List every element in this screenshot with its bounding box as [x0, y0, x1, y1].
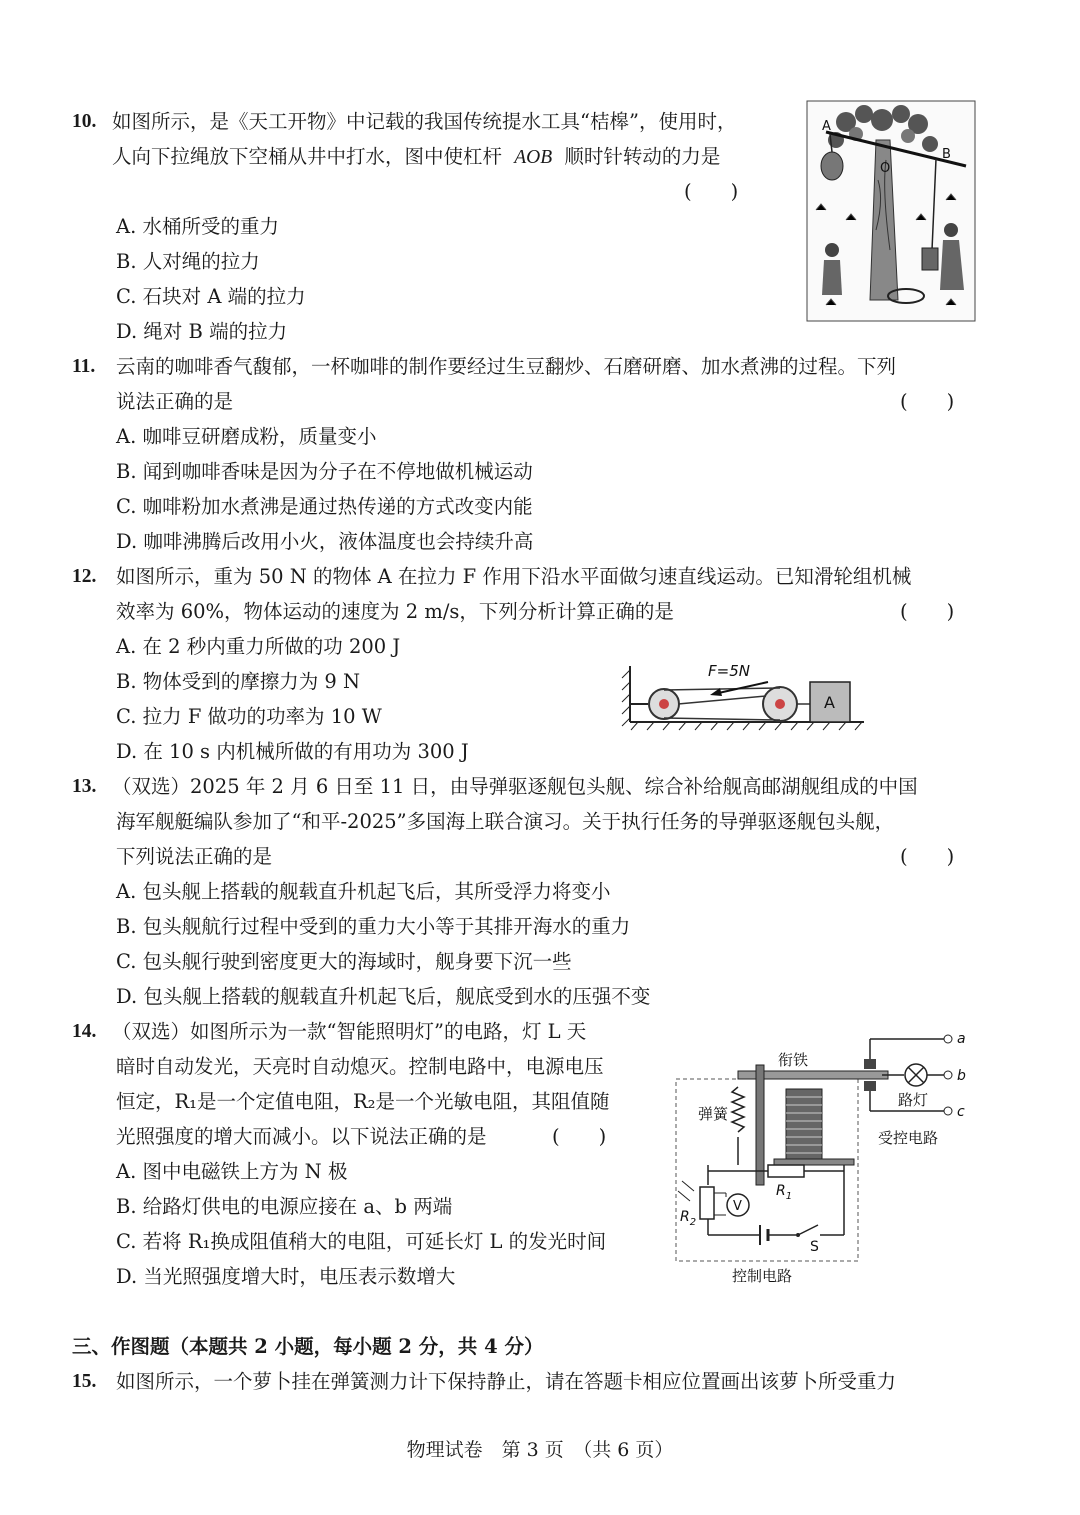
q14-option-c: C. 若将 R₁换成阻值稍大的电阻，可延长灯 L 的发光时间 [116, 1230, 607, 1253]
q11-line2: 说法正确的是 [116, 390, 234, 413]
q12-number: 12. [72, 566, 97, 587]
q12-line2: 效率为 60%，物体运动的速度为 2 m/s，下列分析计算正确的是 [116, 600, 674, 623]
fig-label-a: A [822, 119, 831, 134]
q13-number: 13. [72, 776, 97, 797]
terminal-c: c [957, 1104, 965, 1120]
q11-option-b: B. 闻到咖啡香味是因为分子在不停地做机械运动 [116, 460, 533, 483]
q13-line1: （双选）2025 年 2 月 6 日至 11 日，由导弹驱逐舰包头舰、综合补给舰高邮湖舰组成的中国 [112, 775, 918, 798]
q13-option-a: A. 包头舰上搭载的舰载直升机起飞后，其所受浮力将变小 [116, 880, 611, 903]
lamp-label: 路灯 [898, 1091, 929, 1109]
q10-line2: 人向下拉绳放下空桶从井中打水，图中使杠杆 AOB 顺时针转动的力是 [112, 145, 721, 168]
fig-label-o: O [880, 161, 891, 176]
page-footer: 物理试卷 第 3 页 （共 6 页） [406, 1439, 674, 1461]
block-label: A [824, 693, 835, 712]
q14-option-a: A. 图中电磁铁上方为 N 极 [116, 1160, 348, 1183]
q13-line2: 海军舰艇编队参加了“和平-2025”多国海上联合演习。关于执行任务的导弹驱逐舰包头舰， [116, 810, 895, 833]
armature-label: 衔铁 [778, 1051, 809, 1069]
q14-answer-paren: ( ) [552, 1125, 607, 1148]
q11-option-c: C. 咖啡粉加水煮沸是通过热传递的方式改变内能 [116, 495, 533, 518]
force-label: F=5N [708, 662, 750, 680]
q14-line4: 光照强度的增大而减小。以下说法正确的是 [116, 1125, 487, 1148]
q15-number: 15. [72, 1371, 97, 1392]
q15-line1: 如图所示，一个萝卜挂在弹簧测力计下保持静止，请在答题卡相应位置画出该萝卜所受重力 [116, 1370, 897, 1393]
q10-option-a: A. 水桶所受的重力 [116, 215, 279, 238]
q12-answer-paren: ( ) [900, 600, 955, 623]
controlled-circuit-label: 受控电路 [878, 1129, 939, 1147]
q11-number: 11. [72, 356, 96, 377]
terminal-b: b [957, 1068, 966, 1084]
q10-option-b: B. 人对绳的拉力 [116, 250, 260, 273]
spring-label: 弹簧 [698, 1105, 729, 1123]
fig-label-b: B [942, 147, 951, 162]
q11-option-d: D. 咖啡沸腾后改用小火，液体温度也会持续升高 [116, 530, 534, 553]
q13-option-c: C. 包头舰行驶到密度更大的海域时，舰身要下沉一些 [116, 950, 572, 973]
q10-option-c: C. 石块对 A 端的拉力 [116, 285, 306, 308]
control-circuit-label: 控制电路 [732, 1267, 793, 1285]
q11-answer-paren: ( ) [900, 390, 955, 413]
q14-option-d: D. 当光照强度增大时，电压表示数增大 [116, 1265, 456, 1288]
q14-line3: 恒定，R₁是一个定值电阻，R₂是一个光敏电阻，其阻值随 [116, 1090, 610, 1113]
q11-line1: 云南的咖啡香气馥郁，一杯咖啡的制作要经过生豆翻炒、石磨研磨、加水煮沸的过程。下列 [116, 355, 897, 378]
shadoof-illustration [806, 100, 976, 322]
q12-option-c: C. 拉力 F 做功的功率为 10 W [116, 705, 382, 728]
q14-line2: 暗时自动发光，天亮时自动熄灭。控制电路中，电源电压 [116, 1055, 604, 1078]
q11-option-a: A. 咖啡豆研磨成粉，质量变小 [116, 425, 377, 448]
q14-line1: （双选）如图所示为一款“智能照明灯”的电路，灯 L 天 [112, 1020, 587, 1043]
q10-answer-paren: ( ) [684, 180, 739, 203]
q12-option-d: D. 在 10 s 内机械所做的有用功为 300 J [116, 740, 469, 763]
voltmeter-label: V [733, 1199, 742, 1214]
q13-option-d: D. 包头舰上搭载的舰载直升机起飞后，舰底受到水的压强不变 [116, 985, 651, 1008]
q14-option-b: B. 给路灯供电的电源应接在 a、b 两端 [116, 1195, 453, 1218]
q13-line3: 下列说法正确的是 [116, 845, 273, 868]
q14-number: 14. [72, 1021, 97, 1042]
q10-line1: 如图所示，是《天工开物》中记载的我国传统提水工具“桔槔”，使用时， [112, 110, 737, 133]
q12-option-a: A. 在 2 秒内重力所做的功 200 J [116, 635, 401, 658]
q10-number: 10. [72, 111, 97, 132]
relay-circuit-diagram [668, 1025, 980, 1295]
q12-option-b: B. 物体受到的摩擦力为 9 N [116, 670, 361, 693]
pulley-diagram [618, 656, 868, 738]
switch-label: S [810, 1239, 819, 1255]
q12-line1: 如图所示，重为 50 N 的物体 A 在拉力 F 作用下沿水平面做匀速直线运动。已知滑轮组机械 [116, 565, 912, 588]
r1-label: $R_1$ [776, 1183, 793, 1202]
r2-label: $R_2$ [680, 1209, 697, 1228]
q10-option-d: D. 绳对 B 端的拉力 [116, 320, 288, 343]
section-3-heading: 三、作图题（本题共 2 小题，每小题 2 分，共 4 分） [72, 1335, 544, 1358]
q13-option-b: B. 包头舰航行过程中受到的重力大小等于其排开海水的重力 [116, 915, 631, 938]
q10-var-aob: AOB [514, 147, 553, 168]
terminal-a: a [957, 1031, 966, 1047]
q13-answer-paren: ( ) [900, 845, 955, 868]
